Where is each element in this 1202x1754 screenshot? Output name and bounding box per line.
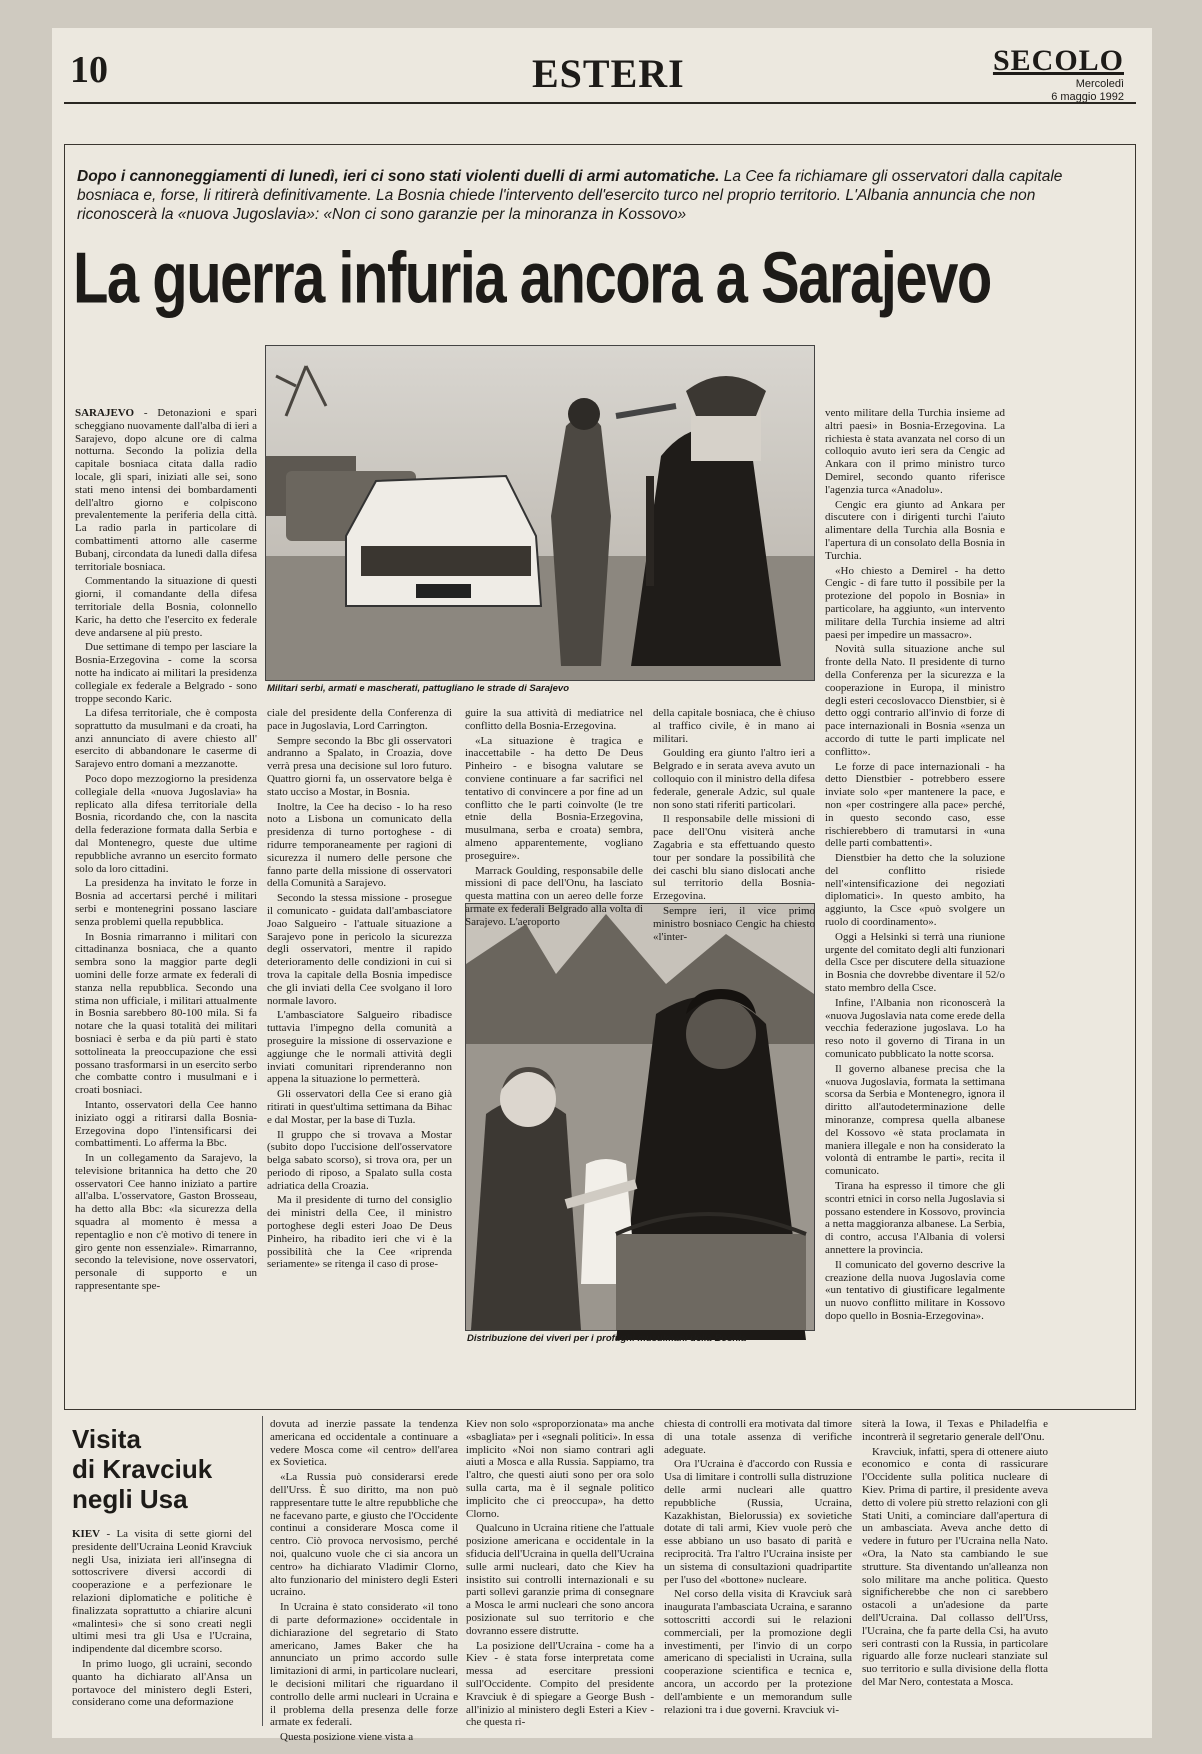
paragraph: Novità sulla situazione anche sul fronte della Nato. Il presidente di turno della Conferenza per la sicurezza e la cooperazione in Europa, il ministro degli esteri cecoslovacco Dienstbier, si è detto oggi contrario all'invio di forze di pace internazionali in Bosnia «senza un accordo di tutte le parti implicate nel conflitto». — [825, 643, 1005, 758]
paragraph: Tirana ha espresso il timore che gli scontri etnici in corso nella Jugoslavia si possano estendere in Kossovo, provincia a netta maggioranza albanese. La Serbia, di contro, accusa l'Albania di volersi annettere la provincia. — [825, 1180, 1005, 1256]
page-number: 10 — [70, 49, 108, 91]
paragraph: chiesta di controlli era motivata dal timore di una totale assenza di verifiche adeguate. — [664, 1418, 852, 1456]
photo-refugees-image — [466, 904, 814, 1330]
paragraph: Ora l'Ucraina è d'accordo con Russia e Usa di limitare i controlli sulla distruzione delle armi nucleari alle quattro repubbliche (Russia, Ucraina, Kazakhistan, Bielorussia) ex sovietiche dotate di tali armi, Kiev vuole però che esse abbiano un uso basato di parità e reciprocità. Tra l'altro l'Ucraina insiste per un sistema di consultazioni quadripartite per l'uso del «bottone» nucleare. — [664, 1458, 852, 1586]
paragraph: Inoltre, la Cee ha deciso - lo ha reso noto a Lisbona un comunicato della presidenza di turno portoghese - di ridurre temporaneamente per ragioni di sicurezza il numero delle persone che fanno parte della missione di osservatori della Comunità a Sarajevo. — [267, 800, 452, 890]
paragraph: La posizione dell'Ucraina - come ha a Kiev - è stata forse interpretata come messa ad esercitare pressioni sull'Occidente. Compito del presidente Kravciuk è di spiegare a George Bush - all'inizio al ministero degli Esteri a Kiev - che questa ri- — [466, 1639, 654, 1729]
paragraph: In Bosnia rimarranno i militari con cittadinanza bosniaca, che a quanto sembra sono la maggior parte degli uomini delle forze armate ex federali di stanza nella repubblica. Secondo una stima non ufficiale, i militari attualmente in Bosnia sarebbero 80-100 mila. Si fa notare che la quasi totalità dei militari bosniaci è serba e da più parti è stato sottolineata la preoccupazione che essi possano trasformarsi in un esercito serbo che combatte contro i musulmani e i croati bosniaci. — [75, 930, 257, 1097]
paragraph: In Ucraina è stato considerato «il tono di parte deformazione» occidentale in dichiarazione del segretario di Stato americano, James Baker che ha annunciato un primo accordo sulle limitazioni di armi, in particolare nucleari, le decisioni militari che riguardano il controllo delle armi nucleari in Ucraina e il problema della presenza delle forze armate ex federali. — [270, 1601, 458, 1729]
photo-soldiers — [265, 345, 815, 681]
main-article — [64, 144, 1136, 1410]
paragraph: Qualcuno in Ucraina ritiene che l'attuale posizione americana e occidentale in la sfiducia dell'Ucraina in quella dell'Ucraina sulle armi nucleari, dato che Kiev ha insistito sui controlli internazionali e su parti sollevi garanzie prima di consegnare a Mosca le armi nucleari che sono ancora posizionate sul suo territorio e che dovranno essere distrutte. — [466, 1522, 654, 1637]
photo-soldiers-caption: Militari serbi, armati e mascherati, pattugliano le strade di Sarajevo — [267, 683, 569, 694]
paragraph: L'ambasciatore Salgueiro ribadisce tuttavia l'impegno della comunità a proseguire la missione di osservazione e aggiunge che le normali attività degli inviati comunitari riprenderanno non appena la situazione lo permetterà. — [267, 1009, 452, 1086]
article-col1-bottom — [75, 707, 257, 1401]
paragraph: Goulding era giunto l'altro ieri a Belgrado e in serata aveva avuto un colloquio con il ministro della difesa federale, generale Adzic, sul quale non sono stati riferiti particolari. — [653, 747, 815, 811]
subhead-rest: La Cee fa richiamare gli osservatori dalla capitale bosniaca e, forse, li ritirerà definitivamente. La Bosnia chiede l'intervento dell'esercito turco nel proprio territorio. L'Albania annuncia che non riconoscerà la «nuova Jugoslavia»: «Non ci sono garanzie per la minoranza in Kossovo» — [77, 168, 1063, 223]
kravciuk-headline — [72, 1424, 212, 1514]
masthead-date: 6 maggio 1992 — [1051, 91, 1124, 103]
paragraph: In primo luogo, gli ucraini, secondo quanto ha dichiarato all'Ansa un portavoce del ministero degli Esteri, considerano come una deformazione — [72, 1657, 252, 1709]
paragraph: Due settimane di tempo per lasciare la Bosnia-Erzegovina - come la scorsa notte ha indicato ai militari la presidenza collegiale ex federale a Belgrado - sono troppe secondo Karic. — [75, 641, 257, 705]
paragraph: «La Russia può considerarsi erede dell'Urss. È suo diritto, ma non può rappresentare tutte le altre repubbliche che ne facevano parte, e giusto che l'Occidente continui a considerare Mosca come il centro. Ciò provoca nervosismo, perché noi, qualcuno vuole che ci sia ancora un centro» ha dichiarato Vladimir Clorno, alto funzionario del ministero degli Esteri ucraino. — [270, 1471, 458, 1599]
paragraph: Le forze di pace internazionali - ha detto Dienstbier - potrebbero essere inviate solo «per mantenere la pace, e non «per costringere alla pace» perché, in questo secondo caso, esse rischierebbero di tramutarsi in «una delle parti combattenti». — [825, 760, 1005, 850]
masthead-day: Mercoledì — [1075, 78, 1124, 90]
paragraph: Sempre ieri, il vice primo ministro bosniaco Cengic ha chiesto «l'inter- — [653, 904, 815, 943]
paragraph: Kravciuk, infatti, spera di ottenere aiuto economico e conta di rassicurare l'Occidente sulla politica nucleare di Kiev. Prima di partire, il presidente aveva detto di volere più stretto relazioni con gli Stati Uniti, a cominciare dall'apertura di un ambasciata. Aveva anche detto di vedere in futuro per l'Ucraina nella Nato. «Ora, la Nato sta cambiando le sue strutture. Sta diventando un'alleanza non solo militare ma anche politica. Questo significherebbe che non ci sarebbero ostacoli a un'adesione da parte dell'Ucraina. Dal collasso dell'Urss, l'Ucraina, che fa parte della Csi, ha avuto seri contrasti con la Russia, in particolare riguardo alle forze nucleari stanziate sul suo territorio e sulla divisione della flotta del Mar Nero, contestata a Mosca. — [862, 1445, 1048, 1688]
masthead-logo: SECOLO — [992, 44, 1124, 77]
paragraph: siterà la Iowa, il Texas e Philadelfia e incontrerà il segretario generale dell'Onu. — [862, 1418, 1048, 1443]
paragraph: Poco dopo mezzogiorno la presidenza collegiale della «nuova Jugoslavia» ha replicato alla difesa territoriale della Bosnia, ricordando che, con la nascita della federazione formata dalla Serbia e dal Montenegro, queste due ultime repubbliche avranno un esercito formato solo da loro cittadini. — [75, 772, 257, 875]
paragraph: Marrack Goulding, responsabile delle missioni di pace dell'Onu, ha lasciato questa mattina con un aereo delle forze armate ex federali Belgrado alla volta di Sarajevo. L'aeroporto — [465, 864, 643, 928]
paragraph: Nel corso della visita di Kravciuk sarà inaugurata l'ambasciata Ucraina, e saranno sottoscritti accordi sui le relazioni commerciali, per la promozione degli investimenti, per l'invio di un corpo americano di specialisti in Ucraina, sulla cooperazione scientifica e tecnica e, ancora, un accordo per la protezione dell'ambiente e un memorandum sulle relazioni tra i due governi. Kravciuk vi- — [664, 1588, 852, 1716]
paragraph: dovuta ad inerzie passate la tendenza americana ed occidentale a continuare a vedere Mosca come «il centro» dell'area ex Sovietica. — [270, 1418, 458, 1469]
article-headline: La guerra infuria ancora a Sarajevo — [73, 237, 991, 319]
article-dateline: SARAJEVO — [75, 407, 135, 419]
kravciuk-headline-line2: di Kravciuk — [72, 1454, 213, 1484]
paragraph: «La situazione è tragica e inaccettabile - ha detto De Deus Pinheiro - e bisogna valutare se conviene continuare a far sacrifici nel tentativo di convincere a por fine ad un conflitto che le parti coinvolte (le tre etnie della Bosnia-Erzegovina, musulmana, serba e croata) sembra, almeno apparentemente, vogliano proseguire». — [465, 734, 643, 862]
article-col5 — [825, 407, 1005, 1401]
paragraph: guire la sua attività di mediatrice nel conflitto della Bosnia-Erzegovina. — [465, 707, 643, 732]
photo-refugees-caption: Distribuzione dei viveri per i profughi musulmani della Bosnia — [467, 1333, 747, 1344]
article-col4-top — [653, 707, 815, 943]
kravciuk-col3 — [466, 1418, 654, 1729]
paragraph: «Ho chiesto a Demirel - ha detto Cengic - di fare tutto il possibile per la protezione del popolo in Bosnia» in particolare, ha aggiunto, «un intervento militare della Turchia insieme ad altri paesi per impedire un massacro». — [825, 564, 1005, 641]
paragraph: Infine, l'Albania non riconoscerà la «nuova Jugoslavia nata come erede della vecchia federazione jugoslava. Lo ha reso noto il governo di Tirana in un comunicato pubblicato la notte scorsa. — [825, 996, 1005, 1061]
paragraph: Gli osservatori della Cee si erano già ritirati in quest'ultima settimana da Bihac e dal Mostar, per la base di Tuzla. — [267, 1088, 452, 1126]
kravciuk-col1 — [72, 1528, 252, 1726]
kravciuk-intro-text: - La visita di sette giorni del presidente dell'Ucraina Leonid Kravciuk negli Usa, iniziata ieri all'insegna di sottoscrivere diversi accordi di cooperazione e a perfezionare le relazioni diplomatiche e politiche è finalizzata soprattutto a chiarire alcuni «malintesi» che si sono creati negli ultimi mesi tra gli Usa e l'Ucraina, indipendente dal dicembre scorso. — [72, 1528, 252, 1656]
paragraph: della capitale bosniaca, che è chiuso al traffico civile, è in mano ai militari. — [653, 707, 815, 745]
newspaper-page — [52, 28, 1152, 1744]
article-subhead — [77, 167, 1097, 224]
paragraph: La presidenza ha invitato le forze in Bosnia ad accertarsi perché i militari serbi e montenegrini possano lasciare senza problemi quella repubblica. — [75, 877, 257, 928]
header-rule — [64, 102, 1136, 104]
paragraph: Ma il presidente di turno del consiglio dei ministri della Cee, il ministro portoghese degli esteri Joao De Deus Pinheiro, ha ribadito ieri che vi è la possibilità che la Cee «riprenda seriamente» se ritenga il caso di prose- — [267, 1194, 452, 1271]
article-col2 — [267, 707, 452, 1401]
paragraph: Dienstbier ha detto che la soluzione del conflitto risiede nell'«intensificazione dei negoziati diplomatici». In questo ambito, ha aggiunto, la Csce «può svolgere un ruolo di coordinamento». — [825, 852, 1005, 929]
kravciuk-headline-line1: Visita — [72, 1424, 141, 1454]
article-col3-top — [465, 707, 643, 928]
masthead — [993, 44, 1124, 104]
photo-refugees — [465, 903, 815, 1331]
kravciuk-col4 — [664, 1418, 852, 1726]
paragraph: Il responsabile delle missioni di pace dell'Onu visiterà anche Zagabria e sta effettuando questo tour per sondare la possibilità che dei caschi blu siano dislocati anche sul territorio della Bosnia-Erzegovina. — [653, 813, 815, 903]
photo-soldiers-image — [266, 346, 814, 680]
paragraph: Il governo albanese precisa che la «nuova Jugoslavia, formata la settimana scorsa da Serbia e Montenegro, ignora il diritto all'autodeterminazione delle minoranze, compresa quella albanese del Kossovo «è stata proclamata in maniera illegale e non ha considerato la volontà di entrambe le parti», recita il comunicato. — [825, 1062, 1005, 1178]
paragraph: Cengic era giunto ad Ankara per discutere con i dirigenti turchi l'aiuto alimentare della Turchia alla Bosnia e l'apertura di un consolato della Bosnia in Turchia. — [825, 498, 1005, 562]
paragraph: ciale del presidente della Conferenza di pace in Jugoslavia, Lord Carrington. — [267, 707, 452, 732]
paragraph: Oggi a Helsinki si terrà una riunione urgente del comitato degli alti funzionari della Csce per discutere della situazione in Bosnia che dovrebbe diventare il 52/o stato membro della Csce. — [825, 930, 1005, 995]
paragraph: vento militare della Turchia insieme ad altri paesi» in Bosnia-Erzegovina. La richiesta è stata avanzata nel corso di un colloquio avuto ieri sera da Cengic ad Ankara con il primo ministro turco Demirel, secondo quanto riferisce l'agenzia turca «Anadolu». — [825, 407, 1005, 496]
paragraph: Commentando la situazione di questi giorni, il comandante della difesa territoriale della Bosnia, colonnello Karic, ha detto che l'esercito ex federale deve andarsene al più presto. — [75, 575, 257, 639]
subhead-bold: Dopo i cannoneggiamenti di lunedì, ieri ci sono stati violenti duelli di armi automatiche. — [77, 168, 720, 185]
paragraph: Questa posizione viene vista a — [280, 1731, 414, 1744]
paragraph: Kiev non solo «sproporzionata» ma anche «sbagliata» per i «segnali politici». In essa implicito «Noi non siamo contrari agli aiuti a Mosca e alla Russia. Sappiamo, tra l'altro, che questi aiuti sono per ora solo sulla carta, ma è il segnale politico implicito che ci preoccupa», ha detto Clorno. — [466, 1418, 654, 1520]
paragraph: Il comunicato del governo descrive la creazione della nuova Jugoslavia come «un tentativo di giustificare legalmente un nuovo conflitto militare in Kossovo dopo quello in Bosnia-Erzegovina». — [825, 1258, 1005, 1322]
paragraph: Sempre secondo la Bbc gli osservatori andranno a Spalato, in Croazia, dove verrà presa una decisione sul loro futuro. Quattro giorni fa, un osservatore belga è stato ucciso a Mostar, in Bosnia. — [267, 734, 452, 798]
para-intro — [75, 407, 257, 573]
article-col1-top — [75, 407, 257, 705]
section-title: ESTERI — [532, 51, 685, 96]
kravciuk-dateline: KIEV — [72, 1528, 101, 1540]
kravciuk-col2 — [270, 1418, 458, 1744]
paragraph: Secondo la stessa missione - prosegue il comunicato - guidata dall'ambasciatore Joao Salgueiro - l'attuale situazione a Sarajevo pone in pericolo la sicurezza degli osservatori, mentre il rapido deterioramento delle condizioni in cui si trova la capitale della Bosnia impedisce che gli inviati della Cee svolgano il loro normale lavoro. — [267, 892, 452, 1007]
paragraph: La difesa territoriale, che è composta soprattutto da musulmani e da croati, ha anzi annunciato di avere chiesto all' esercito di abbandonare le caserme di Sarajevo entro domani a mezzanotte. — [75, 707, 257, 771]
paragraph: In un collegamento da Sarajevo, la televisione britannica ha detto che 20 osservatori Cee hanno iniziato a partire all'alba. L'osservatore, Gaston Brosseau, ha detto alla Bbc: «la sicurezza della squadra al momento è messa a repentaglio e non c'è motivo di tenere in giro gente non essenziale». Rimarranno, secondo la televisione, nove osservatori, personale di supporto e un rappresentante spe- — [75, 1152, 257, 1293]
paragraph: Il gruppo che si trovava a Mostar (subito dopo l'uccisione dell'osservatore belga sabato scorso), si trova ora, per un periodo di riposo, a Spalato sulla costa adriatica della Croazia. — [267, 1128, 452, 1192]
kravciuk-col5 — [862, 1418, 1048, 1726]
paragraph: Intanto, osservatori della Cee hanno iniziato oggi a ritirarsi dalla Bosnia-Erzegovina dopo l'intensificarsi dei combattimenti. Lo afferma la Bbc. — [75, 1098, 257, 1150]
kravciuk-para-intro — [72, 1528, 252, 1656]
para-intro-text: - Detonazioni e spari scheggiano nuovamente dall'alba di ieri a Sarajevo, dopo alcune ore di calma notturna. Secondo la polizia della capitale bosniaca citata dalla radio locale, gli spari, iniziati alle sei, sono stati meno intensi dei bombardamenti dell'altro giorno e colpiscono prevalentemente la periferia della città. La radio parla in particolare di combattimenti attorno alle caserme Bubanj, circondata da lunedì dalla difesa territoriale bosniaca. — [75, 407, 257, 573]
kravciuk-headline-line3: negli Usa — [72, 1484, 188, 1514]
